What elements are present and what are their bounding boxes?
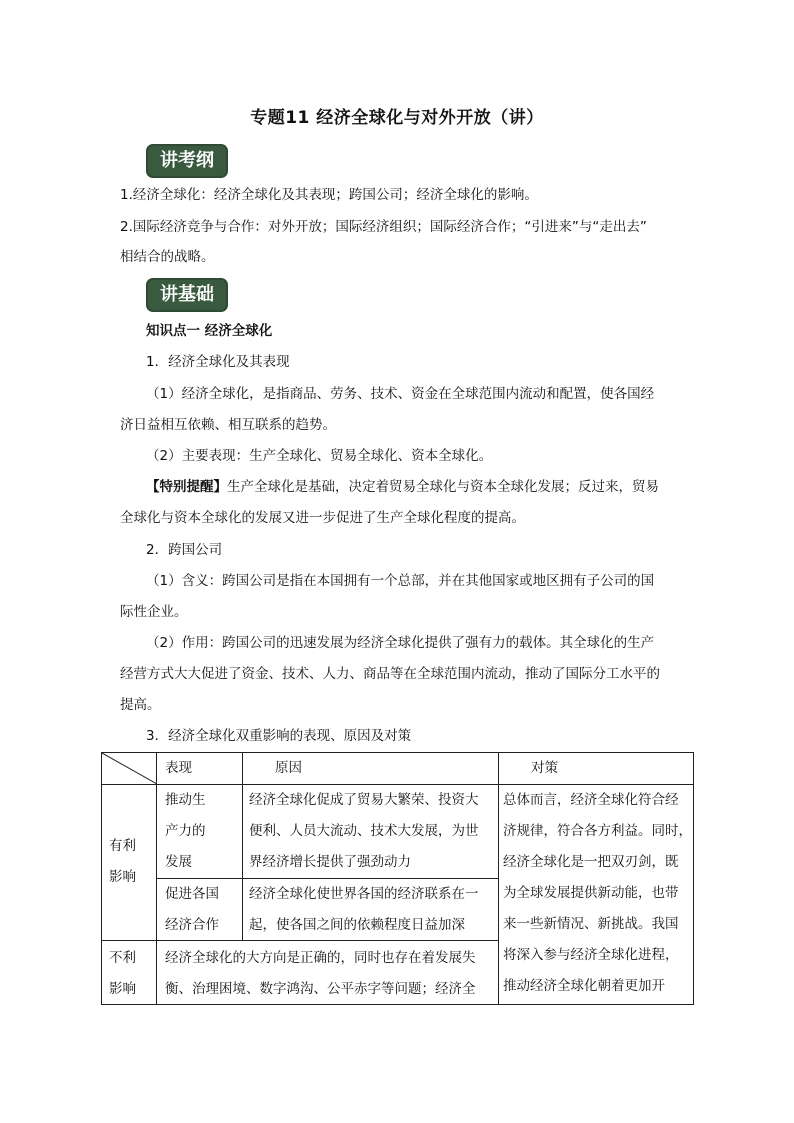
row2-reason: 经济全球化使世界各国的经济联系在一 起，使各国之间的依赖程度日益加深 — [249, 886, 479, 933]
section-3-title: 3．经济全球化双重影响的表现、原因及对策 — [146, 728, 412, 744]
countermeasure-cell — [499, 785, 694, 1005]
section-1-title: 1．经济全球化及其表现 — [146, 354, 290, 370]
favorable-label-cell — [102, 785, 157, 941]
section-badge-basics: 讲基础 — [148, 280, 226, 310]
row1-reason: 经济全球化促成了贸易大繁荣、投资大 便利、人员大流动、技术大发展，为世 界经济增长提供了强劲动力 — [249, 792, 479, 870]
header-countermeasure — [499, 753, 694, 785]
outline-item-2-line-2: 相结合的战略。 — [120, 249, 215, 265]
header-performance-text: 表现 — [165, 760, 192, 776]
row1-performance-cell — [157, 785, 243, 879]
table-corner-cell — [102, 753, 157, 785]
unfavorable-label: 不利 影响 — [109, 950, 136, 997]
section-2-para-2-line-3: 提高。 — [120, 697, 161, 713]
section-1-para-2: （2）主要表现：生产全球化、贸易全球化、资本全球化。 — [146, 448, 493, 464]
countermeasure-text: 总体而言，经济全球化符合经 济规律，符合各方利益。同时， 经济全球化是一把双刃剑，既 为全球发展提供新动能，也带 来一些新情况、新挑战。我国 将深入参与经济全球化进程， 推动经济全球化朝着更加开 — [503, 792, 692, 994]
document-title: 专题11 经济全球化与对外开放（讲） — [250, 108, 544, 128]
diagonal-line — [102, 753, 157, 785]
header-countermeasure-text: 对策 — [531, 760, 558, 776]
row2-reason-cell — [243, 879, 499, 941]
section-2-para-2-line-2: 经营方式大大促进了资金、技术、人力、商品等在全球范围内流动，推动了国际分工水平的 — [120, 666, 660, 682]
section-1-para-1-line-1: （1）经济全球化，是指商品、劳务、技术、资金在全球范围内流动和配置，使各国经 — [146, 386, 655, 402]
section-2-para-2-line-1: （2）作用：跨国公司的迅速发展为经济全球化提供了强有力的载体。其全球化的生产 — [146, 635, 655, 651]
section-2-para-1-line-2: 际性企业。 — [120, 604, 188, 620]
header-reason — [243, 753, 499, 785]
row1-performance: 推动生 产力的 发展 — [165, 792, 206, 870]
row2-performance-cell — [157, 879, 243, 941]
special-tip-label: 【特别提醒】 — [146, 479, 227, 495]
section-1-para-1-line-2: 济日益相互依赖、相互联系的趋势。 — [120, 417, 336, 433]
row3-text-cell — [157, 941, 499, 1005]
section-2-title: 2．跨国公司 — [146, 542, 223, 558]
header-reason-text: 原因 — [275, 760, 302, 776]
outline-item-2-line-1: 2.国际经济竞争与合作：对外开放；国际经济组织；国际经济合作；“引进来”与“走出去” — [120, 219, 647, 235]
unfavorable-label-cell — [102, 941, 157, 1005]
favorable-label: 有利 影响 — [109, 838, 136, 885]
section-badge-outline: 讲考纲 — [148, 146, 226, 176]
header-performance — [157, 753, 243, 785]
influence-table — [101, 752, 694, 1005]
outline-item-1: 1.经济全球化：经济全球化及其表现；跨国公司；经济全球化的影响。 — [120, 187, 538, 203]
row1-reason-cell — [243, 785, 499, 879]
section-2-para-1-line-1: （1）含义：跨国公司是指在本国拥有一个总部，并在其他国家或地区拥有子公司的国 — [146, 573, 655, 589]
knowledge-heading: 知识点一 经济全球化 — [146, 323, 273, 339]
special-tip-line-2: 全球化与资本全球化的发展又进一步促进了生产全球化程度的提高。 — [120, 510, 525, 526]
special-tip-text: 生产全球化是基础，决定着贸易全球化与资本全球化发展；反过来，贸易 — [227, 479, 659, 495]
special-tip-line-1 — [146, 477, 659, 497]
row3-text: 经济全球化的大方向是正确的，同时也存在着发展失 衡、治理困境、数字鸿沟、公平赤字等问题；经济全 — [165, 950, 476, 997]
row2-performance: 促进各国 经济合作 — [165, 886, 219, 933]
